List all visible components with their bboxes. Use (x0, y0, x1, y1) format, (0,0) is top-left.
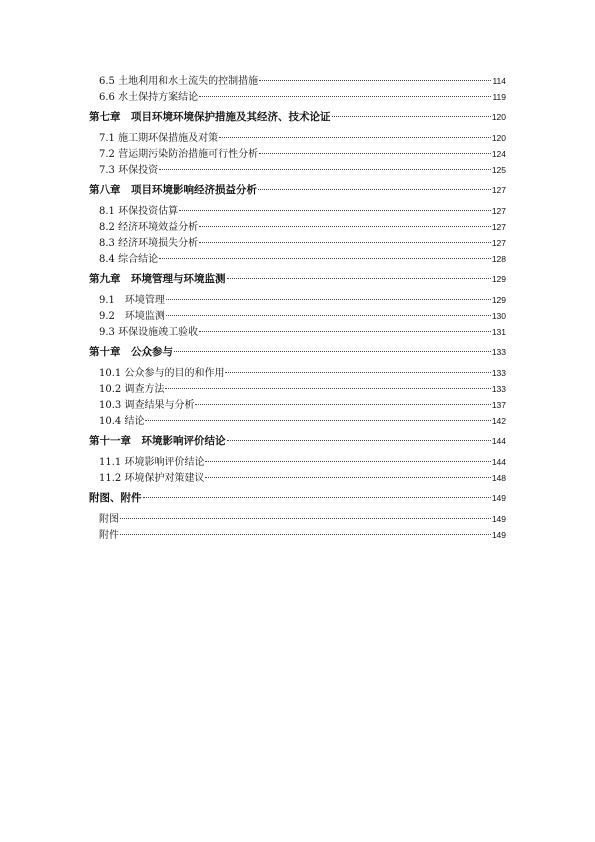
toc-page-number: 127 (491, 238, 506, 248)
toc-chapter-title: 第八章 项目环境影响经济损益分析 (89, 184, 257, 196)
toc-chapter-title: 第九章 环境管理与环境监测 (89, 273, 226, 285)
toc-page-number: 137 (491, 400, 506, 410)
dot-leader (120, 534, 491, 535)
toc-entry-title: 7.3 环保投资 (99, 165, 159, 176)
toc-entry[interactable] (89, 73, 506, 89)
dot-leader (199, 96, 491, 97)
toc-entry-title: 8.1 环保投资估算 (99, 206, 179, 217)
toc-entry-title: 7.1 施工期环保措施及对策 (99, 133, 219, 144)
dot-leader (205, 461, 490, 462)
dot-leader (143, 497, 491, 498)
dot-leader (166, 315, 491, 316)
toc-entry[interactable] (89, 89, 506, 105)
dot-leader (174, 351, 491, 352)
dot-leader (166, 299, 491, 300)
toc-entry-title: 11.1 环境影响评价结论 (99, 457, 205, 468)
toc-page-number: 129 (491, 274, 506, 284)
toc-entry[interactable] (89, 324, 506, 340)
dot-leader (332, 116, 491, 117)
dot-leader (159, 258, 491, 259)
toc-entry[interactable] (89, 527, 506, 543)
toc-entry[interactable] (89, 413, 506, 429)
dot-leader (227, 278, 491, 279)
toc-page-number: 149 (491, 530, 506, 540)
toc-entry[interactable] (89, 365, 506, 381)
toc-entry-title: 6.6 水土保持方案结论 (99, 92, 199, 103)
toc-page-number: 114 (492, 76, 506, 86)
toc-page-number: 130 (491, 311, 506, 321)
toc-entry-title: 10.3 调查结果与分析 (99, 400, 195, 411)
toc-entry[interactable] (89, 203, 506, 219)
dot-leader (219, 137, 491, 138)
toc-entry-title: 附件 (99, 530, 119, 541)
toc-entry-title: 8.3 经济环境损失分析 (99, 238, 199, 249)
dot-leader (195, 404, 490, 405)
toc-page-number: 131 (491, 327, 506, 337)
toc-entry-title: 10.2 调查方法 (99, 384, 165, 395)
toc-chapter-entry[interactable] (89, 344, 506, 361)
toc-chapter-entry[interactable] (89, 109, 506, 126)
toc-entry-title: 9.3 环保设施竣工验收 (99, 327, 199, 338)
dot-leader (179, 210, 491, 211)
toc-page-number: 129 (491, 295, 506, 305)
dot-leader (225, 372, 490, 373)
toc-entry-title: 8.4 综合结论 (99, 254, 159, 265)
toc-entry-title: 10.4 结论 (99, 416, 145, 427)
toc-page-number: 144 (491, 436, 506, 446)
toc-page-number: 127 (491, 185, 506, 195)
toc-entry[interactable] (89, 381, 506, 397)
toc-entry[interactable] (89, 162, 506, 178)
toc-chapter-entry[interactable] (89, 490, 506, 507)
toc-entry-title: 11.2 环境保护对策建议 (99, 473, 205, 484)
toc-page-number: 128 (491, 254, 506, 264)
table-of-contents (89, 73, 506, 543)
toc-page-number: 124 (491, 149, 506, 159)
toc-entry-title: 10.1 公众参与的目的和作用 (99, 368, 225, 379)
toc-entry[interactable] (89, 454, 506, 470)
toc-entry-title: 附图 (99, 514, 119, 525)
toc-page-number: 125 (491, 165, 506, 175)
dot-leader (199, 226, 491, 227)
toc-page-number: 142 (491, 416, 506, 426)
toc-entry-title: 9.1 环境管理 (99, 295, 165, 306)
dot-leader (259, 153, 491, 154)
toc-entry[interactable] (89, 292, 506, 308)
dot-leader (205, 477, 490, 478)
toc-entry-title: 7.2 营运期污染防治措施可行性分析 (99, 149, 259, 160)
toc-page-number: 127 (491, 222, 506, 232)
toc-chapter-title: 第七章 项目环境环境保护措施及其经济、技术论证 (89, 111, 331, 123)
toc-entry[interactable] (89, 130, 506, 146)
toc-page-number: 144 (491, 457, 506, 467)
dot-leader (258, 189, 491, 190)
toc-chapter-title: 第十一章 环境影响评价结论 (89, 435, 226, 447)
dot-leader (165, 388, 490, 389)
toc-entry-title: 6.5 土地利用和水土流失的控制措施 (99, 76, 259, 87)
dot-leader (120, 518, 491, 519)
toc-entry[interactable] (89, 235, 506, 251)
toc-page-number: 149 (491, 514, 506, 524)
toc-chapter-title: 第十章 公众参与 (89, 346, 173, 358)
toc-entry[interactable] (89, 470, 506, 486)
toc-page-number: 133 (491, 347, 506, 357)
toc-entry[interactable] (89, 308, 506, 324)
toc-page-number: 133 (491, 384, 506, 394)
toc-entry[interactable] (89, 397, 506, 413)
dot-leader (199, 331, 491, 332)
toc-entry[interactable] (89, 146, 506, 162)
toc-entry[interactable] (89, 511, 506, 527)
toc-page-number: 133 (491, 368, 506, 378)
toc-chapter-entry[interactable] (89, 433, 506, 450)
toc-page-number: 119 (492, 92, 506, 102)
dot-leader (199, 242, 491, 243)
toc-entry-title: 8.2 经济环境效益分析 (99, 222, 199, 233)
toc-page-number: 149 (491, 493, 506, 503)
toc-chapter-entry[interactable] (89, 182, 506, 199)
toc-entry[interactable] (89, 251, 506, 267)
toc-page-number: 127 (491, 206, 506, 216)
toc-entry[interactable] (89, 219, 506, 235)
toc-page-number: 148 (491, 473, 506, 483)
dot-leader (159, 169, 491, 170)
toc-chapter-title: 附图、附件 (89, 492, 142, 504)
toc-entry-title: 9.2 环境监测 (99, 311, 165, 322)
toc-page-number: 120 (491, 133, 506, 143)
dot-leader (145, 420, 490, 421)
dot-leader (259, 80, 491, 81)
toc-chapter-entry[interactable] (89, 271, 506, 288)
dot-leader (227, 440, 491, 441)
toc-page-number: 120 (491, 112, 506, 122)
